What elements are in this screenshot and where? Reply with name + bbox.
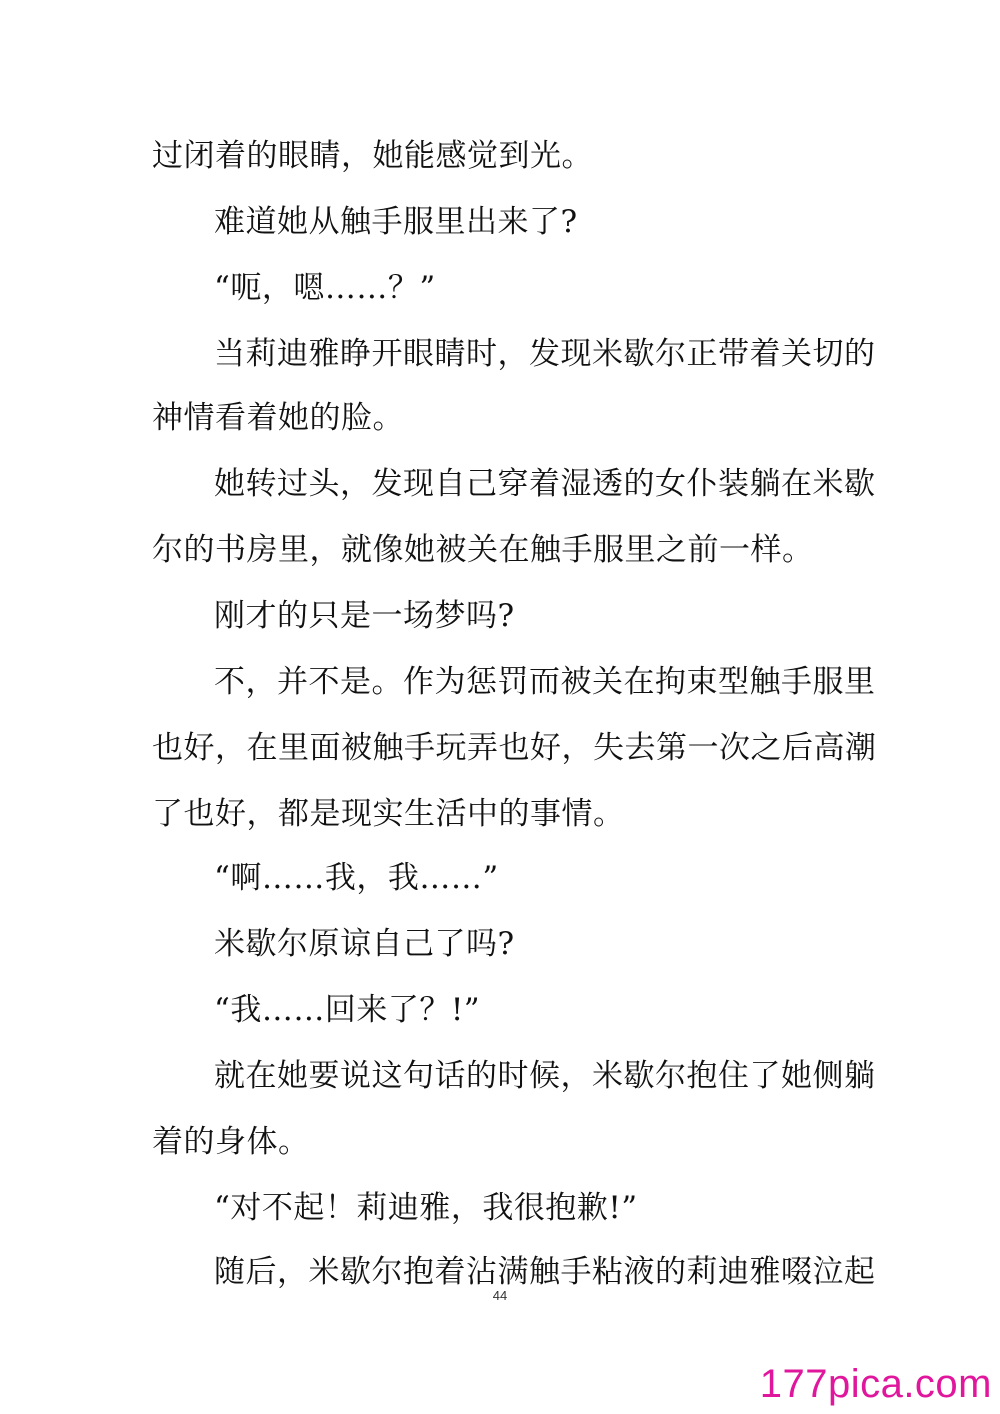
text-line: 着的身体。 bbox=[152, 1124, 310, 1160]
text-line: 她转过头，发现自己穿着湿透的女仆装躺在米歇 bbox=[214, 466, 876, 502]
text-line: “呃，嗯……？” bbox=[214, 270, 436, 306]
text-line: 尔的书房里，就像她被关在触手服里之前一样。 bbox=[152, 532, 814, 568]
text-line: 过闭着的眼睛，她能感觉到光。 bbox=[152, 138, 593, 174]
text-line: “对不起！莉迪雅，我很抱歉!” bbox=[214, 1190, 638, 1226]
text-line: 难道她从触手服里出来了? bbox=[214, 204, 578, 240]
text-line: 也好，在里面被触手玩弄也好，失去第一次之后高潮 bbox=[152, 730, 877, 766]
watermark[interactable]: 177pica.com bbox=[759, 1362, 992, 1406]
text-line: 不，并不是。作为惩罚而被关在拘束型触手服里 bbox=[214, 664, 876, 700]
text-line: 就在她要说这句话的时候，米歇尔抱住了她侧躺 bbox=[214, 1058, 876, 1094]
page-number: 44 bbox=[492, 1288, 508, 1303]
text-line: 当莉迪雅睁开眼睛时，发现米歇尔正带着关切的 bbox=[214, 336, 876, 372]
text-line: “我……回来了？!” bbox=[214, 992, 481, 1028]
text-line: 神情看着她的脸。 bbox=[152, 400, 404, 436]
text-line: 随后，米歇尔抱着沾满触手粘液的莉迪雅啜泣起 bbox=[214, 1254, 876, 1290]
text-line: 刚才的只是一场梦吗? bbox=[214, 598, 515, 634]
text-line: 米歇尔原谅自己了吗? bbox=[214, 926, 515, 962]
text-line: “啊……我，我……” bbox=[214, 860, 499, 896]
text-line: 了也好，都是现实生活中的事情。 bbox=[152, 796, 625, 832]
